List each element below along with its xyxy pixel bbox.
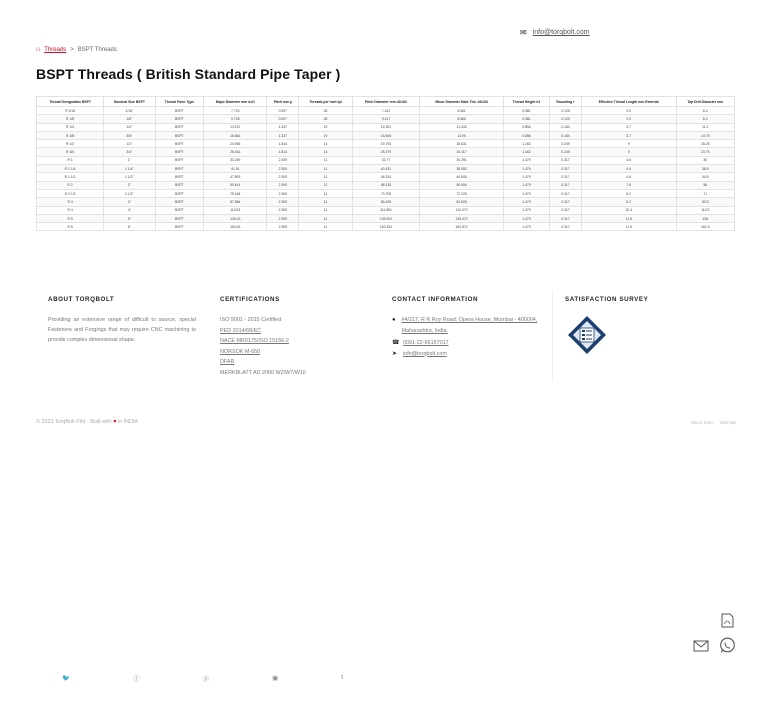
cert-link-ped[interactable]: PED 2014/68/EC — [220, 327, 262, 334]
bottom-links — [691, 420, 736, 425]
table-cell: 1.479 — [503, 173, 549, 181]
table-cell: 3/8" — [104, 131, 155, 139]
table-cell: 9.147 — [352, 115, 420, 123]
bspt-table — [36, 96, 735, 231]
table-cell: R 6 — [37, 223, 104, 231]
table-cell: 1 1/4" — [104, 165, 155, 173]
table-cell: 111.551 — [352, 206, 420, 214]
table-cell: 0.249 — [550, 140, 582, 148]
table-cell: BSPT — [155, 131, 204, 139]
table-cell: 110.5 — [676, 206, 734, 214]
table-cell: 135.472 — [420, 214, 504, 222]
table-cell: BSPT — [155, 115, 204, 123]
table-cell: R 3/8 — [37, 131, 104, 139]
cert-link-nace[interactable]: NACE MR0175/ISO 15156-2 — [220, 338, 289, 344]
table-cell: 11.5 — [581, 214, 676, 222]
table-header-row — [37, 97, 735, 107]
table-cell: 24.117 — [420, 148, 504, 156]
breadcrumb-threads-link[interactable]: Threads — [44, 46, 67, 53]
breadcrumb-separator: > — [70, 46, 74, 53]
envelope-icon[interactable] — [693, 640, 709, 652]
paper-plane-icon: ➤ — [392, 350, 398, 357]
table-header-cell: Thread Form Type — [155, 97, 204, 107]
table-cell: 1 1/2" — [104, 173, 155, 181]
table-cell: 0.317 — [550, 214, 582, 222]
table-cell: 1.479 — [503, 198, 549, 206]
table-cell: 10.4 — [581, 206, 676, 214]
table-row — [37, 165, 735, 173]
table-cell: 1.479 — [503, 189, 549, 197]
table-cell: R 1 1/4 — [37, 165, 104, 173]
table-cell: 2 1/2" — [104, 189, 155, 197]
contact-address-link[interactable]: #4/217, R R Roy Road, Opera House, Mumbai - 400004, Maharashtra, India. — [401, 317, 538, 334]
table-row — [37, 140, 735, 148]
table-cell: 56 — [676, 181, 734, 189]
table-cell: 44.845 — [420, 173, 504, 181]
table-cell: 9 — [581, 140, 676, 148]
table-cell: 26.441 — [204, 148, 267, 156]
copyright — [36, 419, 138, 425]
table-row — [37, 123, 735, 131]
table-cell: 0.317 — [550, 206, 582, 214]
table-cell: 19.793 — [352, 140, 420, 148]
table-cell: 14.75 — [676, 131, 734, 139]
table-cell: 86.405 — [352, 198, 420, 206]
sitemap-link[interactable]: Sitemap — [719, 420, 736, 425]
table-header-cell: Pitch Diameter mm d2=D2 — [352, 97, 420, 107]
table-cell: 11 — [299, 214, 352, 222]
table-cell: 30.291 — [420, 156, 504, 164]
table-cell: 0.125 — [550, 107, 582, 115]
map-pin-icon: ● — [392, 317, 396, 323]
table-cell: 1.814 — [267, 140, 299, 148]
table-cell: 0.249 — [550, 148, 582, 156]
table-cell: R 1/2 — [37, 140, 104, 148]
table-cell: 0.907 — [267, 107, 299, 115]
table-cell: 110.072 — [420, 206, 504, 214]
table-cell: R 1 — [37, 156, 104, 164]
table-cell: BSPT — [155, 156, 204, 164]
table-cell: 59.614 — [204, 181, 267, 189]
table-row — [37, 107, 735, 115]
breadcrumb — [36, 46, 117, 53]
table-cell: 15.806 — [352, 131, 420, 139]
phone-icon: ☎ — [392, 340, 400, 346]
table-cell: BSPT — [155, 214, 204, 222]
table-cell: BSPT — [155, 107, 204, 115]
table-cell: 0.125 — [550, 115, 582, 123]
table-cell: 2.309 — [267, 214, 299, 222]
table-cell: BSPT — [155, 189, 204, 197]
table-cell: R 4 — [37, 206, 104, 214]
table-cell: 1.162 — [503, 148, 549, 156]
copyright-prefix: © 2023 TorqBolt Pltd - Built with — [36, 419, 112, 425]
tumblr-icon[interactable]: t — [341, 674, 344, 681]
table-cell: 28 — [299, 107, 352, 115]
contact-phone-link[interactable]: 0091-22-66157017 — [403, 340, 449, 346]
topbar-email-link[interactable]: info@torqbolt.com — [532, 29, 590, 36]
table-cell: 3" — [104, 198, 155, 206]
table-row — [37, 148, 735, 156]
table-cell: 84.926 — [420, 198, 504, 206]
table-cell: 136 — [676, 214, 734, 222]
table-cell: 87.884 — [204, 198, 267, 206]
table-cell: 3.9 — [581, 115, 676, 123]
table-cell: BSPT — [155, 223, 204, 231]
table-body — [37, 107, 735, 231]
breadcrumb-current: BSPT Threads — [77, 46, 117, 53]
home-icon[interactable]: ⌂ — [36, 46, 41, 53]
table-cell: 0.317 — [550, 181, 582, 189]
table-cell: R 5 — [37, 214, 104, 222]
table-cell: 161.5 — [676, 223, 734, 231]
table-cell: 0.856 — [503, 131, 549, 139]
table-cell: 11 — [299, 156, 352, 164]
social-links — [62, 674, 343, 683]
table-cell: BSPT — [155, 206, 204, 214]
table-cell: 8.4 — [676, 115, 734, 123]
table-cell: 9.728 — [204, 115, 267, 123]
table-cell: BSPT — [155, 165, 204, 173]
pdf-file-icon[interactable] — [721, 613, 734, 628]
envelope-icon: ✉ — [520, 28, 527, 37]
table-cell: 0.856 — [503, 123, 549, 131]
table-cell: 23.75 — [676, 148, 734, 156]
table-cell: 9.2 — [581, 189, 676, 197]
facebook-icon[interactable]: ⓕ — [133, 676, 140, 683]
table-header-cell: Pitch mm p — [267, 97, 299, 107]
table-cell: 9.2 — [581, 198, 676, 206]
certifications-heading: CERTIFICATIONS — [220, 296, 280, 303]
table-header-cell: Thread Designation BSPT — [37, 97, 104, 107]
table-row — [37, 173, 735, 181]
table-cell: 0.184 — [550, 123, 582, 131]
table-row — [37, 223, 735, 231]
table-cell: 0.317 — [550, 173, 582, 181]
table-cell: 56.656 — [420, 181, 504, 189]
table-cell: 3.7 — [581, 123, 676, 131]
table-row — [37, 189, 735, 197]
table-cell: 72.226 — [420, 189, 504, 197]
table-cell: 4" — [104, 206, 155, 214]
table-cell: 38.952 — [420, 165, 504, 173]
pinterest-icon[interactable]: ⓟ — [202, 676, 210, 683]
table-cell: 30 — [676, 156, 734, 164]
table-cell: R 1 1/2 — [37, 173, 104, 181]
table-cell: 46.324 — [352, 173, 420, 181]
table-row — [37, 115, 735, 123]
table-cell: 28 — [299, 115, 352, 123]
table-cell: 14.95 — [420, 131, 504, 139]
table-cell: 19 — [299, 123, 352, 131]
table-cell: 7.142 — [352, 107, 420, 115]
table-cell: BSPT — [155, 148, 204, 156]
table-cell: 12.301 — [352, 123, 420, 131]
table-cell: 19 — [299, 131, 352, 139]
table-cell: 136.951 — [352, 214, 420, 222]
cert-link-dfar[interactable]: DFAR — [220, 359, 235, 365]
table-cell: BSPT — [155, 140, 204, 148]
table-cell: 8.566 — [420, 115, 504, 123]
contact-email-link[interactable]: info@torqbolt.com — [403, 350, 447, 357]
table-cell: 1.162 — [503, 140, 549, 148]
table-row — [37, 214, 735, 222]
table-cell: R 1/4 — [37, 123, 104, 131]
table-header-cell: Major Diameter mm d=D — [204, 97, 267, 107]
table-cell: 2.309 — [267, 206, 299, 214]
table-cell: 18.631 — [420, 140, 504, 148]
table-cell: 6" — [104, 223, 155, 231]
table-cell: R 1/16 — [37, 107, 104, 115]
table-cell: 0.317 — [550, 223, 582, 231]
footer-certifications — [208, 290, 380, 382]
table-cell: 11 — [299, 198, 352, 206]
table-cell: 0.317 — [550, 198, 582, 206]
cert-item: MERKBLATT AD 2000 W2/W7/W10 — [220, 369, 306, 376]
table-cell: R 2 1/2 — [37, 189, 104, 197]
table-row — [37, 181, 735, 189]
table-cell: 41.91 — [204, 165, 267, 173]
table-cell: 0.184 — [550, 131, 582, 139]
table-cell: 7.6 — [581, 181, 676, 189]
table-cell: 1.479 — [503, 165, 549, 173]
footer-about — [36, 290, 208, 382]
table-header-cell: Threads per inch tpi — [299, 97, 352, 107]
table-cell: 83.5 — [676, 198, 734, 206]
table-cell: 25.279 — [352, 148, 420, 156]
table-cell: R 3/4 — [37, 148, 104, 156]
linkedin-icon[interactable]: ▣ — [272, 675, 279, 682]
table-cell: 33.249 — [204, 156, 267, 164]
table-cell: 1" — [104, 156, 155, 164]
table-cell: 11.5 — [581, 223, 676, 231]
table-cell: 1/16" — [104, 107, 155, 115]
table-cell: 14 — [299, 148, 352, 156]
table-header-cell: Rounding r — [550, 97, 582, 107]
table-cell: 58.135 — [352, 181, 420, 189]
table-cell: 0.317 — [550, 156, 582, 164]
table-cell: 40.431 — [352, 165, 420, 173]
table-row — [37, 156, 735, 164]
table-cell: 1.337 — [267, 123, 299, 131]
table-header-cell: Minor Diameter Male Thd. d3=D3 — [420, 97, 504, 107]
table-cell: 4.6 — [581, 156, 676, 164]
table-cell: 16.662 — [204, 131, 267, 139]
twitter-icon[interactable]: 🐦 — [62, 675, 71, 682]
table-cell: 1.479 — [503, 206, 549, 214]
table-cell: 2.309 — [267, 181, 299, 189]
table-cell: 75.184 — [204, 189, 267, 197]
table-cell: BSPT — [155, 198, 204, 206]
table-row — [37, 206, 735, 214]
table-cell: 160.872 — [420, 223, 504, 231]
table-cell: 113.03 — [204, 206, 267, 214]
table-cell: 11 — [299, 181, 352, 189]
footer-survey — [552, 290, 734, 382]
table-cell: 6.561 — [420, 107, 504, 115]
topbar — [520, 28, 590, 37]
table-cell: 2.309 — [267, 156, 299, 164]
table-cell: 7.723 — [204, 107, 267, 115]
table-cell: 18.25 — [676, 140, 734, 148]
table-cell: 1/2" — [104, 140, 155, 148]
table-cell: 11 — [299, 206, 352, 214]
cert-item: ISO 9001 - 2015 Certified — [220, 317, 282, 323]
table-cell: 38.5 — [676, 165, 734, 173]
table-cell: 11 — [299, 189, 352, 197]
table-cell: 11 — [299, 173, 352, 181]
table-cell: 31.77 — [352, 156, 420, 164]
table-cell: 71 — [676, 189, 734, 197]
table-cell: BSPT — [155, 181, 204, 189]
table-header-cell: Nominal Size BSPT — [104, 97, 155, 107]
table-cell: 11 — [299, 165, 352, 173]
table-cell: 2.309 — [267, 165, 299, 173]
table-cell: 1/4" — [104, 123, 155, 131]
page-title: BSPT Threads ( British Standard Pipe Taper ) — [36, 66, 341, 82]
table-cell: 2.309 — [267, 223, 299, 231]
table-cell: 163.83 — [204, 223, 267, 231]
survey-badge-icon[interactable] — [567, 315, 607, 355]
cert-link-norsok[interactable]: NORSOK M-650 — [220, 348, 261, 355]
copyright-suffix: in INDIA — [118, 419, 139, 425]
heart-icon: ♥ — [113, 419, 117, 425]
table-row — [37, 198, 735, 206]
table-cell: 5" — [104, 214, 155, 222]
footer — [36, 290, 734, 382]
table-cell: 11 — [299, 223, 352, 231]
table-cell: 4.6 — [581, 165, 676, 173]
table-cell: 1.479 — [503, 156, 549, 164]
table-cell: 6.4 — [676, 107, 734, 115]
table-cell: 1.479 — [503, 214, 549, 222]
table-cell: 11.2 — [676, 123, 734, 131]
table-header-cell: Thread Height h1 — [503, 97, 549, 107]
table-cell: 1.479 — [503, 181, 549, 189]
table-cell: 1/8" — [104, 115, 155, 123]
table-cell: 2.309 — [267, 198, 299, 206]
table-cell: 3.9 — [581, 107, 676, 115]
table-cell: 20.955 — [204, 140, 267, 148]
contact-heading: CONTACT INFORMATION — [392, 296, 479, 303]
table-cell: 9 — [581, 148, 676, 156]
whatsapp-icon[interactable] — [719, 637, 736, 654]
survey-heading: SATISFACTION SURVEY — [565, 296, 649, 303]
table-cell: 14 — [299, 140, 352, 148]
table-cell: 13.157 — [204, 123, 267, 131]
table-cell: R 2 — [37, 181, 104, 189]
table-cell: 2.309 — [267, 189, 299, 197]
table-cell: 44.5 — [676, 173, 734, 181]
table-cell: 2" — [104, 181, 155, 189]
table-cell: 3/4" — [104, 148, 155, 156]
table-cell: 0.581 — [503, 115, 549, 123]
footer-contact — [380, 290, 552, 382]
table-cell: BSPT — [155, 123, 204, 131]
about-text: Providing an extensive range of difficult to source, special Fasteners and Forgings that may require CNC machining to provide complex dimensional shape. — [48, 317, 196, 343]
table-cell: 138.43 — [204, 214, 267, 222]
micro-sites-link[interactable]: Micro Sites — [691, 420, 714, 425]
table-cell: 1.337 — [267, 131, 299, 139]
table-cell: 73.705 — [352, 189, 420, 197]
table-header-cell: Tap Drill Diameter mm — [676, 97, 734, 107]
table-cell: R 1/8 — [37, 115, 104, 123]
table-header-cell: Effective Thread Length mm External — [581, 97, 676, 107]
table-cell: 1.814 — [267, 148, 299, 156]
table-cell: R 3 — [37, 198, 104, 206]
table-cell: 0.907 — [267, 115, 299, 123]
table-cell: 4.6 — [581, 173, 676, 181]
about-heading: ABOUT TORQBOLT — [48, 296, 115, 303]
table-cell: 0.317 — [550, 189, 582, 197]
table-cell: 0.581 — [503, 107, 549, 115]
table-row — [37, 131, 735, 139]
table-cell: 0.317 — [550, 165, 582, 173]
table-cell: 2.309 — [267, 173, 299, 181]
table-cell: BSPT — [155, 173, 204, 181]
table-cell: 162.351 — [352, 223, 420, 231]
table-cell: 47.803 — [204, 173, 267, 181]
table-cell: 3.7 — [581, 131, 676, 139]
table-cell: 11.445 — [420, 123, 504, 131]
table-cell: 1.479 — [503, 223, 549, 231]
